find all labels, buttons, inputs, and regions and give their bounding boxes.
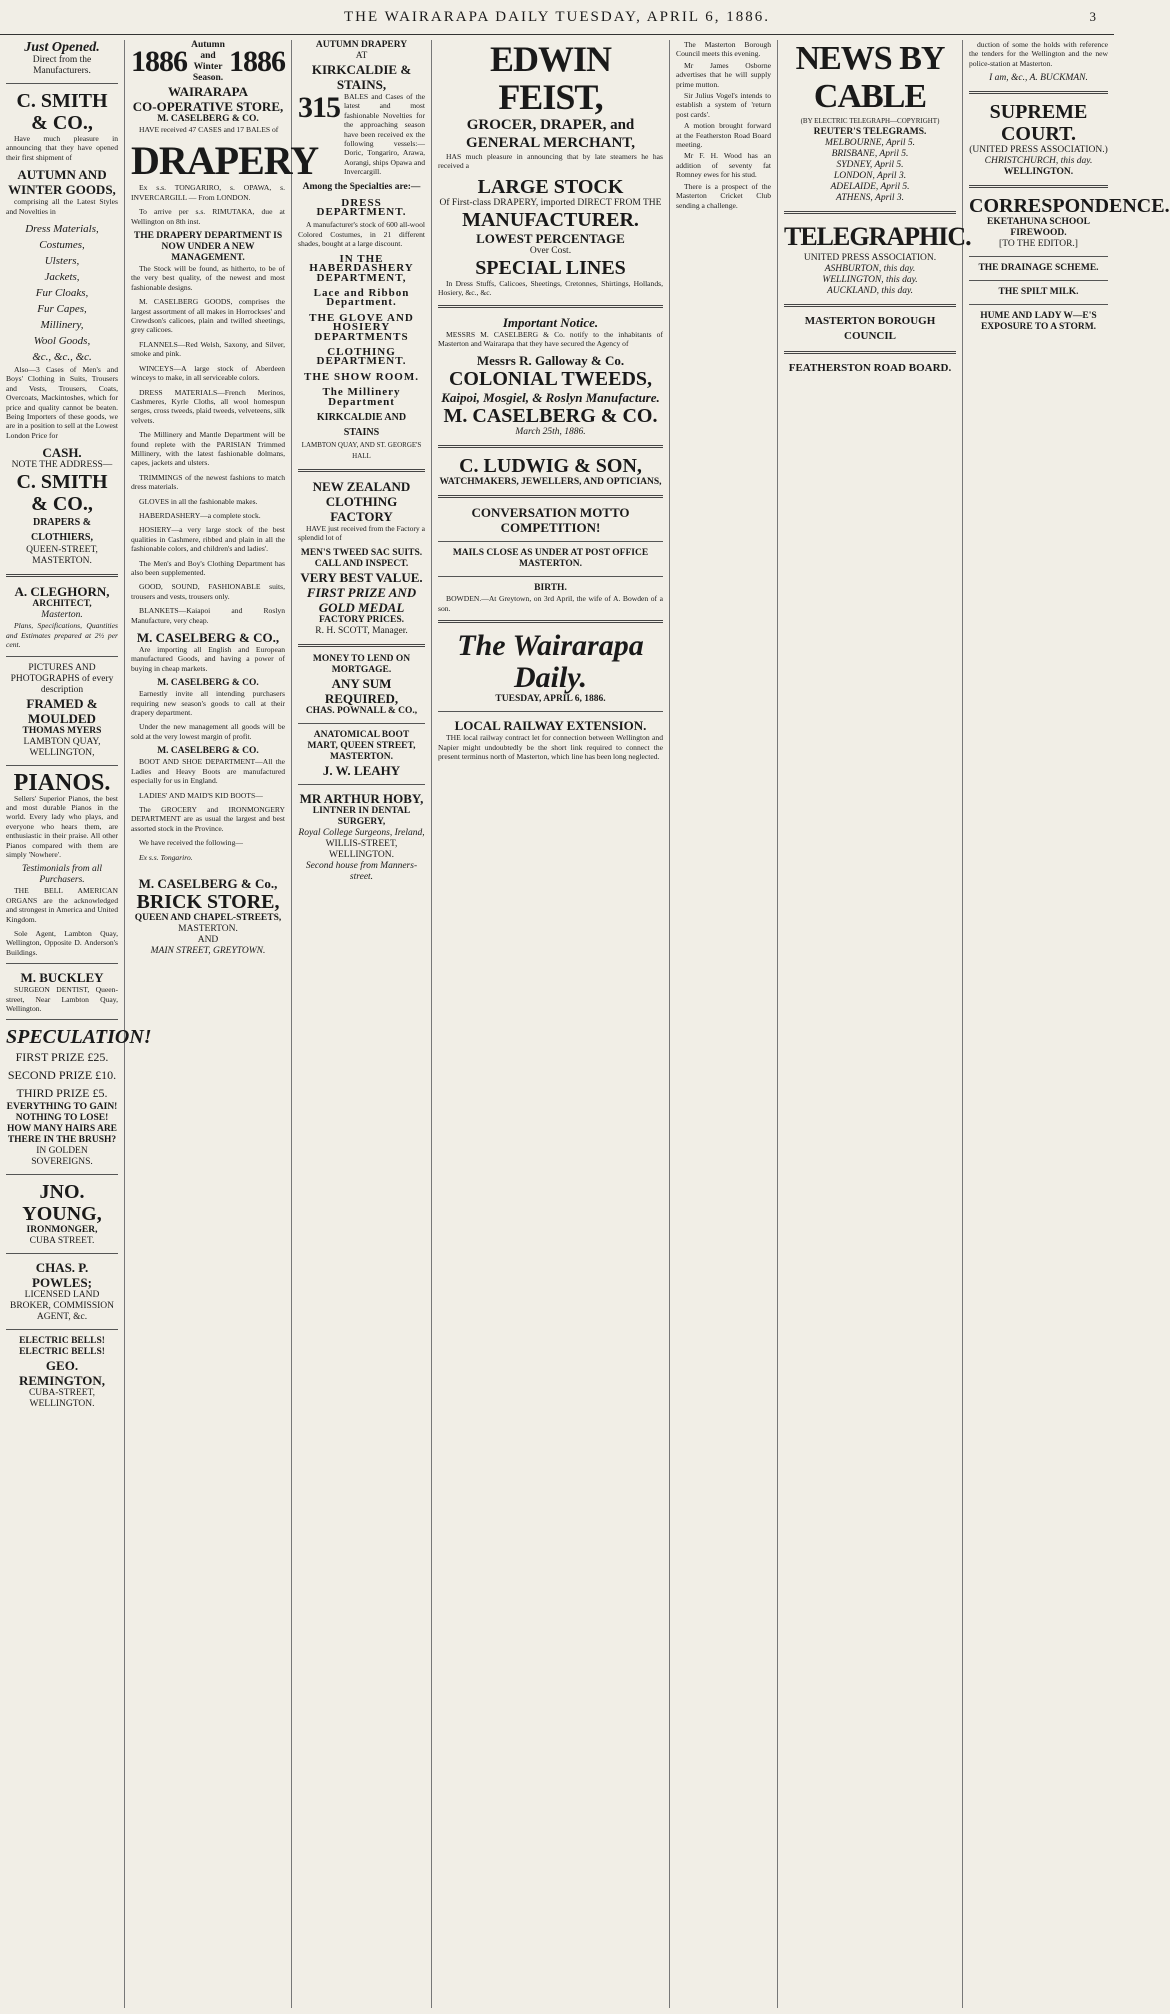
pictures-text: PICTURES AND PHOTOGRAPHS of every description [10, 662, 114, 695]
notice-text: MESSRS M. CASELBERG & Co. notify to the inhabitants of Masterton and Wairarapa that they have secured the Agency of [438, 329, 663, 349]
comprising-text: comprising all the Latest Styles and Novelties in [6, 197, 118, 216]
list-item: Ulsters, [44, 255, 80, 268]
boys-clothing: The Men's and Boy's Clothing Department has also been supplemented. [131, 558, 285, 577]
reuter: REUTER'S TELEGRAMS. [813, 127, 927, 137]
column-4 [432, 40, 670, 2008]
item-list [6, 221, 118, 365]
note-address: NOTE THE ADDRESS— [11, 460, 113, 471]
dateline-athens: ATHENS, April 3. [835, 193, 905, 203]
hosiery: HOSIERY—a very large stock of the best qualities in Cashmere, ribbed and plain in all the fashionable colors, and children's and ladies'. [131, 525, 285, 554]
everything-text: EVERYTHING TO GAIN! NOTHING TO LOSE! [6, 1102, 118, 1124]
ships-text: Ex s.s. TONGARIRO, s. OPAWA, s. INVERCARGILL — From LONDON. [131, 183, 285, 202]
masthead [0, 0, 1114, 35]
caselberg: M. CASELBERG & CO. [157, 114, 259, 124]
season-banner [131, 40, 285, 84]
haberdashery: HABERDASHERY—a complete stock. [139, 510, 261, 520]
scott-manager: R. H. SCOTT, Manager. [315, 625, 408, 636]
arthur-hoby: MR ARTHUR HOBY, [299, 790, 424, 806]
grocery: The GROCERY and IRONMONGERY DEPARTMENT are as usual the largest and best assorted stock in the Province. [131, 804, 285, 833]
young-name: JNO. YOUNG, [22, 1181, 102, 1226]
body1: The Stock will be found, as hitherto, to be of the very best quality, of the newest and most fashionable designs. [131, 264, 285, 292]
dateline-christchurch: CHRISTCHURCH, this day. [984, 156, 1093, 167]
haberdashery-dept: IN THE HABERDASHERY DEPARTMENT, [309, 252, 414, 284]
have-received: HAVE received 47 CASES and 17 BALES of [139, 125, 279, 134]
special-text: In Dress Stuffs, Calicoes, Sheetings, Cretonnes, Shirtings, Hollands, Hosiery, &c., &c. [438, 278, 663, 298]
important-notice: Important Notice. [502, 314, 599, 330]
dress-dept: DRESS DEPARTMENT. [316, 196, 407, 219]
lace-ribbon: Lace and Ribbon Department. [313, 286, 410, 309]
watchmakers: WATCHMAKERS, JEWELLERS, AND OPTICIANS, [439, 477, 662, 488]
received: We have received the following— [139, 838, 243, 848]
cleghorn-town: Masterton. [41, 610, 83, 621]
boot-shoe: BOOT AND SHOE DEPARTMENT—All the Ladies and Heavy Boots are manufactured especially for us in England. [131, 757, 285, 786]
supreme-court: SUPREME COURT. [989, 101, 1088, 146]
importing: Are importing all English and European manufactured Goods, and having a power of buying in cheap markets. [131, 645, 285, 673]
special-lines: SPECIAL LINES [475, 256, 626, 279]
list-item: Dress Materials, [25, 223, 99, 236]
clothing-dept: CLOTHING DEPARTMENT. [316, 345, 407, 368]
dateline-ashburton: ASHBURTON, this day. [824, 264, 916, 274]
has-pleasure: HAS much pleasure in announcing that by late steamers he has received a [438, 152, 663, 171]
dateline-auckland: AUCKLAND, this day. [826, 286, 914, 296]
lowest-percentage: LOWEST PERCENTAGE [476, 230, 625, 246]
ref-text: duction of some the holds with reference the tenders for the Wellington and the new police-station at Masterton. [969, 40, 1108, 68]
tweed-suits: MEN'S TWEED SAC SUITS. [300, 547, 423, 558]
bell-text: THE BELL AMERICAN ORGANS are the acknowledged and strongest in America and United Kingdom. [6, 886, 118, 924]
pianos-text: Sellers' Superior Pianos, the best and most durable Pianos in the world. Every lady who plays, and everyone who hears them, are enthusiastic in their praise. All other Pianos compared with them are simply 'Nowhere'. [6, 793, 118, 859]
smith-name-2: C. SMITH & CO., [16, 471, 108, 516]
bales-block [298, 92, 425, 182]
prize-item: SECOND PRIZE £10. [7, 1068, 117, 1083]
main-street: MAIN STREET, GREYTOWN. [150, 946, 266, 957]
column-1 [0, 40, 152, 2008]
autumn-goods: AUTUMN AND WINTER GOODS, [8, 167, 116, 198]
list-item: Fur Capes, [37, 303, 87, 316]
dateline-brisbane: BRISBANE, April 5. [831, 149, 909, 159]
edwin-feist: EDWIN FEIST, [489, 39, 612, 117]
boot-mart: ANATOMICAL BOOT MART, QUEEN STREET, MASTERTON. [307, 729, 416, 762]
news-item: A motion brought forward at the Featherston Road Board meeting. [676, 121, 771, 150]
body2: M. CASELBERG GOODS, comprises the largest assortment of all makes in Horrockses' and Crewdson's calicoes, plain and twilled sheetings, grey calicoes. [131, 297, 285, 335]
birth-text: BOWDEN.—At Greytown, on 3rd April, the wife of A. Bowden of a son. [438, 594, 663, 613]
local-railway: LOCAL RAILWAY EXTENSION. [454, 718, 647, 734]
millinery-dept: The Millinery Department [322, 386, 401, 408]
royal-college: Royal College Surgeons, Ireland, [298, 827, 425, 838]
queen-street: QUEEN-STREET, MASTERTON. [26, 545, 98, 567]
lintner: LINTNER IN DENTAL SURGERY, [312, 805, 411, 827]
masthead-title: THE WAIRARAPA DAILY TUESDAY, APRIL 6, 1886. [343, 9, 771, 25]
first-prize: FIRST PRIZE AND GOLD MEDAL [306, 584, 417, 615]
just-opened-heading: Just Opened. [24, 40, 100, 55]
upa-7: (UNITED PRESS ASSOCIATION.) [969, 145, 1108, 156]
brick-store: BRICK STORE, [136, 891, 280, 914]
flannels: FLANNELS—Red Welsh, Saxony, and Silver, smoke and pink. [131, 339, 285, 359]
list-item: Wool Goods, [33, 335, 91, 348]
dateline-sydney: SYDNEY, April 5. [836, 160, 904, 170]
manufacturer: MANUFACTURER. [462, 208, 639, 231]
how-many-text: HOW MANY HAIRS ARE THERE IN THE BRUSH? [6, 1124, 118, 1146]
nzcf-text: HAVE just received from the Factory a splendid lot of [298, 523, 425, 543]
birth-heading: BIRTH. [534, 583, 567, 594]
call-inspect: CALL AND INSPECT. [314, 558, 409, 569]
wairarapa: WAIRARAPA [168, 84, 248, 99]
nz-clothing-factory: NEW ZEALAND CLOTHING FACTORY [312, 478, 411, 524]
willis-street: WILLIS-STREET, WELLINGTON. [325, 838, 398, 860]
list-item: &c., &c., &c. [32, 351, 92, 364]
sell-text: Sole Agent, Lambton Quay, Wellington, Opposite D. Anderson's Buildings. [6, 928, 118, 957]
drainage: THE DRAINAGE SCHEME. [978, 263, 1099, 274]
correspondence: CORRESPONDENCE. [969, 195, 1170, 218]
dateline-london: LONDON, April 3. [833, 171, 907, 181]
leahy: J. W. LEAHY [322, 762, 401, 778]
show-room: THE SHOW ROOM. [304, 370, 419, 383]
borough-council: MASTERTON BOROUGH COUNCIL [804, 315, 936, 342]
column-5 [670, 40, 778, 2008]
prize-item: THIRD PRIZE £5. [16, 1086, 108, 1101]
cleghorn-text: Plans, Specifications, Quantities and Estimates prepared at 2½ per cent. [6, 621, 118, 650]
cable-subhead: (BY ELECTRIC TELEGRAPH—COPYRIGHT) [800, 117, 940, 125]
council-note: The Masterton Borough Council meets this evening. [676, 40, 771, 59]
masterton: MASTERTON. [178, 924, 238, 935]
prize-item: FIRST PRIZE £25. [15, 1050, 109, 1065]
cleghorn-name: A. CLEGHORN, [14, 584, 110, 600]
pianos-heading: PIANOS. [13, 769, 111, 796]
season-text: Autumn and Winter Season. [191, 40, 225, 83]
second-house: Second house from Manners-street. [305, 860, 418, 882]
caselberg-gross: M. CASELBERG & CO. [157, 678, 259, 689]
money-to-lend: MONEY TO LEND ON MORTGAGE. [312, 653, 411, 675]
lambton-hall: LAMBTON QUAY, AND ST. GEORGE'S HALL [301, 440, 422, 460]
news-by-cable: NEWS BY CABLE [795, 40, 945, 115]
and: AND [197, 935, 219, 946]
page-number: 3 [1089, 9, 1096, 24]
remington-name: GEO. REMINGTON, [18, 1358, 106, 1389]
caselberg-3: M. CASELBERG & CO. [157, 746, 259, 757]
list-item: Millinery, [40, 319, 84, 332]
list-item: Fur Cloaks, [35, 287, 89, 300]
prizes [6, 1048, 118, 1102]
gloves: GLOVES in all the fashionable makes. [139, 496, 258, 506]
telegraphic: TELEGRAPHIC. [784, 222, 971, 251]
lambton-quay: LAMBTON QUAY, WELLINGTON, [23, 736, 101, 758]
good-sound: GOOD, SOUND, FASHIONABLE suits, trousers and vests, trousers only. [131, 582, 285, 601]
over-cost: Over Cost. [529, 245, 572, 256]
cash-heading: CASH. [42, 445, 82, 461]
remington-address: CUBA-STREET, WELLINGTON. [28, 1388, 96, 1410]
autumn-drapery: AUTUMN DRAPERY [315, 40, 408, 50]
arrive-text: To arrive per s.s. RIMUTAKA, due at Wellington on 8th inst. [131, 207, 285, 226]
dress-materials: DRESS MATERIALS—French Merinos, Cashmeres, Kyrle Cloths, all wool homespun serges, cross tweeds, plaid tweeds, velveteens, silk velvets. [131, 387, 285, 425]
wellington-head: WELLINGTON. [1003, 167, 1074, 178]
electric-bells: ELECTRIC BELLS! ELECTRIC BELLS! [19, 1336, 105, 1358]
ludwig: C. LUDWIG & SON, [459, 455, 642, 478]
ex-ship: Ex s.s. Tongariro. [139, 852, 193, 862]
testimonials: Testimonials from all Purchasers. [21, 864, 103, 886]
to-editor: [TO THE EDITOR.] [999, 239, 1078, 250]
surgeon-text: SURGEON DENTIST, Queen-street, Near Lambton Quay, Wellington. [6, 985, 118, 1013]
conversation-motto: CONVERSATION MOTTO COMPETITION! [471, 505, 630, 536]
thomas-myers: THOMAS MYERS [22, 725, 102, 736]
featherston-road: FEATHERSTON ROAD BOARD. [788, 362, 952, 374]
any-sum: ANY SUM REQUIRED, [324, 675, 399, 706]
dateline-adelaide: ADELAIDE, April 5. [830, 182, 910, 192]
news-item: Sir Julius Vogel's intends to establish a system of 'return post cards'. [676, 91, 771, 119]
smith-text: Have much pleasure in announcing that they have opened their first shipment of [6, 134, 118, 162]
ironmonger: IRONMONGER, [26, 1225, 98, 1236]
galloway: Messrs R. Galloway & Co. [476, 353, 625, 369]
drapery-heading: DRAPERY [131, 138, 319, 184]
list-item: Jackets, [44, 271, 80, 284]
year-right: 1886 [229, 45, 285, 78]
caselberg-2: M. CASELBERG & CO., [136, 630, 280, 646]
dateline-wellington: WELLINGTON, this day. [822, 275, 918, 285]
framed-heading: FRAMED & MOULDED [26, 695, 98, 726]
at: AT [355, 51, 368, 61]
editorial-text: THE local railway contract let for connection between Wellington and Napier might undoubtedly be the short link required to connect the present terminus north of Masterton, which line has been long neglected. [438, 733, 663, 762]
under-management: Under the new management all goods will be sold at the very lowest margin of profit. [131, 722, 285, 741]
signed: I am, &c., A. BUCKMAN. [989, 73, 1088, 84]
drapery-dept: THE DRAPERY DEPARTMENT IS NOW UNDER A NEW MANAGEMENT. [133, 231, 283, 264]
eketahuna: EKETAHUNA SCHOOL FIREWOOD. [986, 217, 1091, 239]
drapers-heading: DRAPERS & CLOTHIERS, [31, 517, 93, 544]
direct-text: Direct from the Manufacturers. [32, 55, 92, 76]
paper-title: The Wairarapa Daily. [457, 629, 644, 695]
spilt-milk: THE SPILT MILK. [998, 287, 1079, 298]
colonial-tweeds: COLONIAL TWEEDS, [448, 368, 653, 391]
paper-date: TUESDAY, APRIL 6, 1886. [495, 694, 606, 705]
best-value: VERY BEST VALUE. [300, 569, 423, 585]
dress-dept-text: A manufacturer's stock of 600 all-wool Colored Costumes, in 21 different shades, bought at a large discount. [298, 220, 425, 249]
kirkcaldie-2: KIRKCALDIE AND STAINS [316, 411, 407, 438]
first-class: Of First-class DRAPERY, imported DIRECT FROM THE [439, 197, 662, 208]
pownall: CHAS. POWNALL & CO., [305, 705, 418, 716]
factory-prices: FACTORY PRICES. [319, 614, 404, 625]
year-left: 1886 [131, 45, 187, 78]
caselberg-4c: M. CASELBERG & CO. [443, 405, 658, 428]
column-3 [292, 40, 432, 2008]
bales-number: 315 [298, 91, 340, 124]
upa: UNITED PRESS ASSOCIATION. [803, 253, 937, 263]
ladies-boots: LADIES' AND MAID'S KID BOOTS— [139, 790, 263, 800]
winceys: WINCEYS—A large stock of Aberdeen winceys to make, in all serviceable colors. [131, 363, 285, 383]
hume-lady: HUME AND LADY W—E'S EXPOSURE TO A STORM. [980, 311, 1097, 333]
kaipoi: Kaipoi, Mosgiel, & Roslyn Manufacture. [441, 390, 660, 406]
millinery: The Millinery and Mantle Department will be found replete with the PARISIAN Trimmed Millinery, with the latest fashionable dolmans, capes, jackets and ulsters. [131, 430, 285, 468]
news-item: Mr James Osborne advertises that he will supply prime mutton. [676, 60, 771, 89]
caselberg-4: M. CASELBERG & Co., [138, 876, 278, 892]
coop-store: CO-OPERATIVE STORE, [132, 99, 284, 114]
speculation-heading: SPECULATION! [6, 1026, 152, 1049]
cuba-street: CUBA STREET. [29, 1236, 95, 1247]
sovereigns-text: IN GOLDEN SOVEREIGNS. [31, 1146, 93, 1168]
blankets: BLANKETS—Kaiapoi and Roslyn Manufacture, very cheap. [131, 606, 285, 625]
column-7 [963, 40, 1170, 2008]
powles-name: CHAS. P. POWLES; [32, 1260, 92, 1291]
march-date: March 25th, 1886. [515, 427, 586, 438]
also-text: Also—3 Cases of Men's and Boys' Clothing in Suits, Trousers and Vests, Trousers, Coats, Overcoats, Mackintoshes, which for price and quality cannot be beaten. Being Importers of these goods, we are in a position to sell at the Lowest London Price for [6, 365, 118, 440]
powles-text: LICENSED LAND BROKER, COMMISSION AGENT, &c. [10, 1290, 114, 1323]
news-item: Mr F. H. Wood has an addition of seventy fat Romney ewes for his stud. [676, 151, 771, 180]
caucus-note: There is a prospect of the Masterton Cricket Club sending a challenge. [676, 181, 771, 210]
trimmings: TRIMMINGS of the newest fashions to match dress materials. [131, 472, 285, 492]
column-6 [778, 40, 971, 2008]
smith-name: C. SMITH & CO., [16, 90, 108, 134]
grocer-draper: GROCER, DRAPER, and GENERAL MERCHANT, [466, 117, 635, 151]
earnestly: Earnestly invite all intending purchasers requiring new season's goods to call at their drapery department. [131, 689, 285, 718]
large-stock: LARGE STOCK [477, 175, 624, 198]
bales-text: BALES and Cases of the latest and most fashionable Novelties for the approaching season have been received ex the following vessels:—Doric, Tongariro, Arawa, Aorangi, ships Opawa and Invercargill. [344, 92, 425, 177]
dateline-melbourne: MELBOURNE, April 5. [824, 138, 916, 148]
architect: ARCHITECT, [32, 599, 92, 610]
queen-chapel: QUEEN AND CHAPEL-STREETS, [134, 913, 282, 924]
list-item: Costumes, [39, 239, 85, 252]
buckley-name: M. BUCKLEY [20, 970, 104, 986]
mails-close: MAILS CLOSE AS UNDER AT POST OFFICE MASTERTON. [452, 548, 649, 570]
among: Among the Specialties are:— [302, 181, 421, 192]
glove-hosiery: THE GLOVE AND HOSIERY DEPARTMENTS [309, 311, 414, 343]
kirkcaldie: KIRKCALDIE & STAINS, [311, 62, 412, 92]
